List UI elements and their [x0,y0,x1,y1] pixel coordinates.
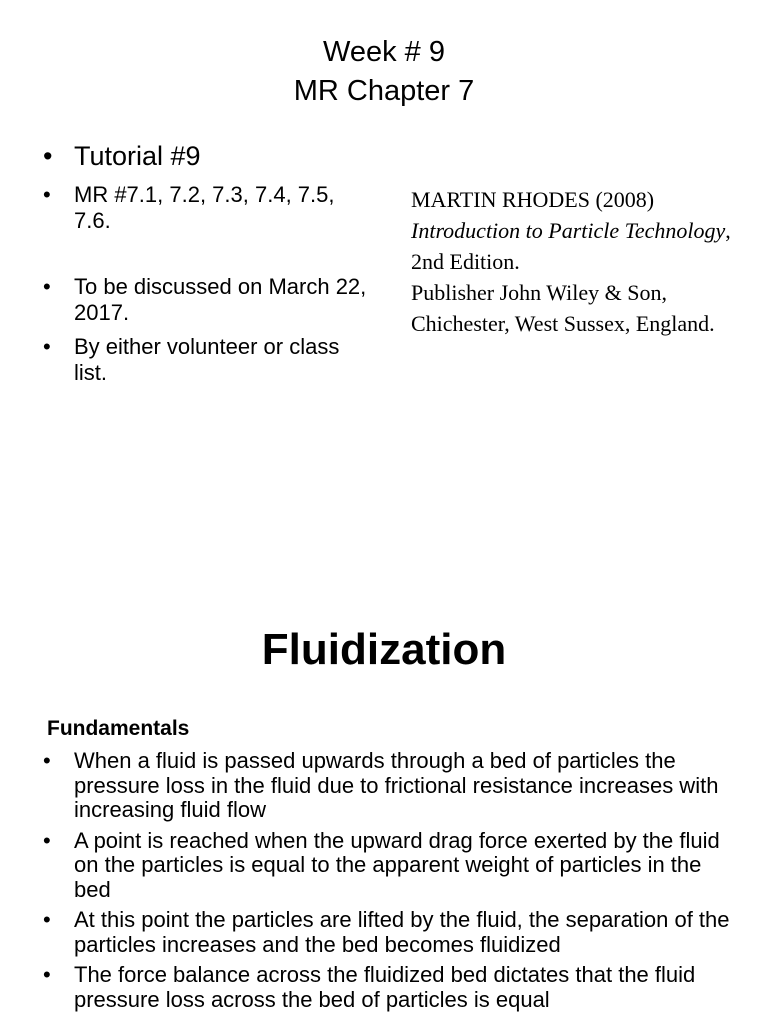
slide-title-week: Week # 9 [323,36,445,68]
list-item-text: To be discussed on March 22, 2017. [74,274,367,325]
book-reference [411,184,751,339]
bullet-icon: • [43,274,51,299]
bullet-icon: • [43,827,51,853]
list-item [43,908,743,957]
list-item-text: At this point the particles are lifted by the fluid, the separation of the particles increases and the bed becomes fluidized [74,907,730,957]
reference-author-year: MARTIN RHODES (2008) [411,187,655,212]
reference-title-line [411,215,751,277]
list-item [43,829,743,903]
tutorial-heading-item [43,140,201,173]
bullet-icon: • [43,748,51,773]
list-item [43,334,373,386]
tutorial-heading-list [43,140,201,173]
list-item-text: By either volunteer or class list. [74,334,340,385]
bullet-icon: • [43,141,53,171]
bullet-icon: • [43,334,51,359]
bullet-icon: • [43,962,51,987]
list-item-text: MR #7.1, 7.2, 7.3, 7.4, 7.5, 7.6. [74,182,335,233]
reference-edition: , 2nd Edition. [411,218,731,274]
slide-title-fluidization: Fluidization [261,625,507,674]
fundamentals-list [43,749,743,1018]
tutorial-items-list [43,182,373,386]
list-item-text: The force balance across the fluidized bed dictates that the fluid pressure loss across the bed of particles is equal [74,962,696,1012]
slide-fluidization [0,512,768,1024]
section-subheading: Fundamentals [47,717,190,740]
reference-book-title: Introduction to Particle Technology [411,218,726,243]
bullet-icon: • [43,182,51,207]
list-item [43,182,373,234]
slide-title-chapter: MR Chapter 7 [293,75,475,107]
list-item [43,963,743,1012]
bullet-icon: • [43,907,51,932]
list-item-text: A point is reached when the upward drag force exerted by the fluid on the particles is equal to the apparent weight of particles in the bed [74,827,720,902]
list-item [43,749,743,823]
tutorial-heading: Tutorial #9 [74,141,201,171]
list-item-text: When a fluid is passed upwards through a bed of particles the pressure loss in the fluid due to frictional resistance increases with increasing fluid flow [74,748,719,822]
reference-publisher: Publisher John Wiley & Son, Chichester, West Sussex, England. [411,280,715,336]
list-item [43,274,373,326]
